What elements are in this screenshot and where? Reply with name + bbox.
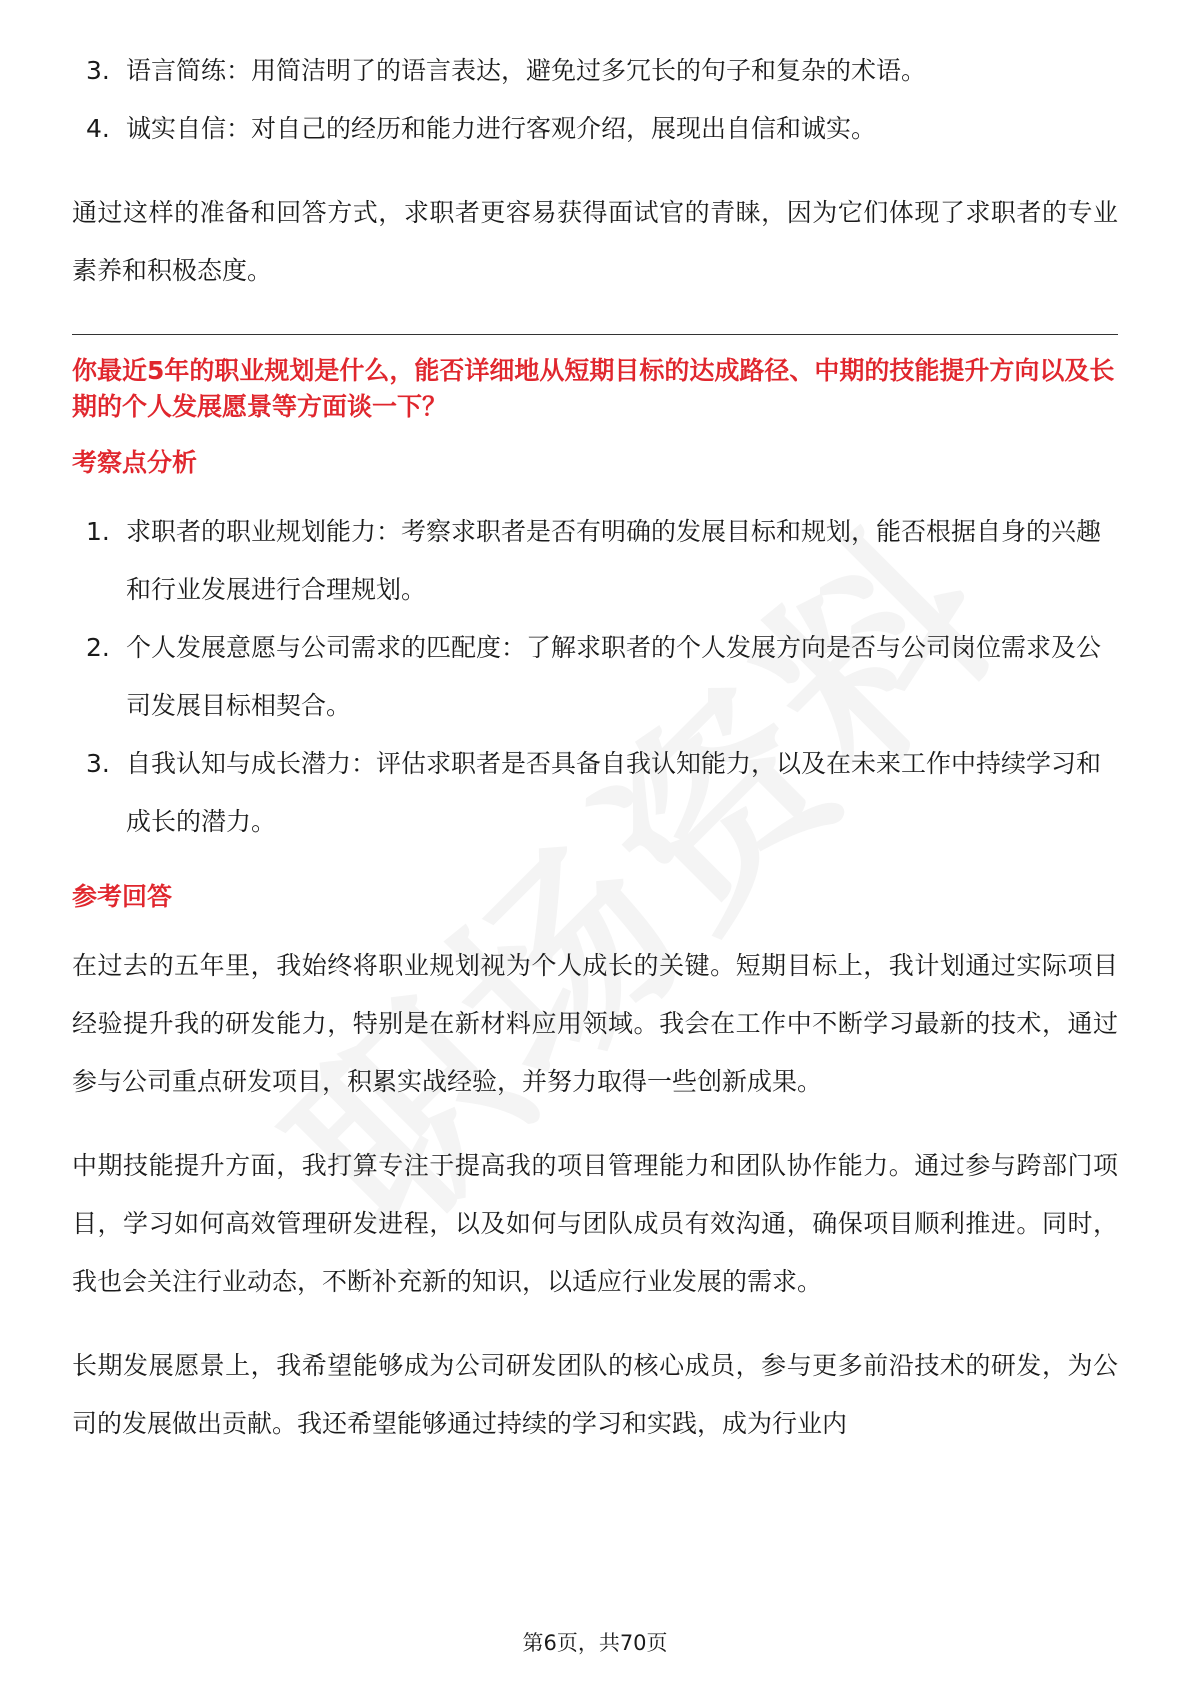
list-item (72, 619, 1118, 735)
answer-paragraph: 在过去的五年里，我始终将职业规划视为个人成长的关键。短期目标上，我计划通过实际项目经验提升我的研发能力，特别是在新材料应用领域。我会在工作中不断学习最新的技术，通过参与公司重点研发项目，积累实战经验，并努力取得一些创新成果。 (72, 951, 1118, 1096)
list-item-number: 3. (86, 56, 110, 85)
list-item-number: 4. (86, 114, 110, 143)
list-item-number: 3. (86, 749, 110, 778)
list-item-text: 自我认知与成长潜力：评估求职者是否具备自我认知能力，以及在未来工作中持续学习和成长的潜力。 (126, 749, 1102, 836)
list-item-text: 诚实自信：对自己的经历和能力进行客观介绍，展现出自信和诚实。 (126, 114, 877, 143)
list-item-text: 语言简练：用简洁明了的语言表达，避免过多冗长的句子和复杂的术语。 (126, 56, 927, 85)
list-item (72, 735, 1118, 851)
list-item-text: 个人发展意愿与公司需求的匹配度：了解求职者的个人发展方向是否与公司岗位需求及公司发展目标相契合。 (126, 633, 1102, 720)
answer-paragraph: 长期发展愿景上，我希望能够成为公司研发团队的核心成员，参与更多前沿技术的研发，为公司的发展做出贡献。我还希望能够通过持续的学习和实践，成为行业内 (72, 1351, 1118, 1438)
analysis-list (72, 503, 1118, 851)
list-item (72, 100, 1118, 158)
answer-paragraph: 中期技能提升方面，我打算专注于提高我的项目管理能力和团队协作能力。通过参与跨部门项目，学习如何高效管理研发进程，以及如何与团队成员有效沟通，确保项目顺利推进。同时，我也会关注行业动态，不断补充新的知识，以适应行业发展的需求。 (72, 1151, 1118, 1296)
page-content (72, 42, 1118, 1453)
summary-paragraph: 通过这样的准备和回答方式，求职者更容易获得面试官的青睐，因为它们体现了求职者的专业素养和积极态度。 (72, 198, 1118, 285)
section-divider (72, 334, 1118, 335)
top-numbered-list (72, 42, 1118, 158)
page-footer: 第6页，共70页 (522, 1631, 668, 1655)
analysis-title: 考察点分析 (72, 448, 198, 477)
list-item-number: 2. (86, 633, 110, 662)
list-item (72, 503, 1118, 619)
question-heading: 你最近5年的职业规划是什么，能否详细地从短期目标的达成路径、中期的技能提升方向以及长期的个人发展愿景等方面谈一下？ (72, 356, 1115, 421)
answer-title: 参考回答 (72, 882, 173, 911)
list-item-number: 1. (86, 517, 110, 546)
list-item-text: 求职者的职业规划能力：考察求职者是否有明确的发展目标和规划，能否根据自身的兴趣和行业发展进行合理规划。 (126, 517, 1102, 604)
list-item (72, 42, 1118, 100)
